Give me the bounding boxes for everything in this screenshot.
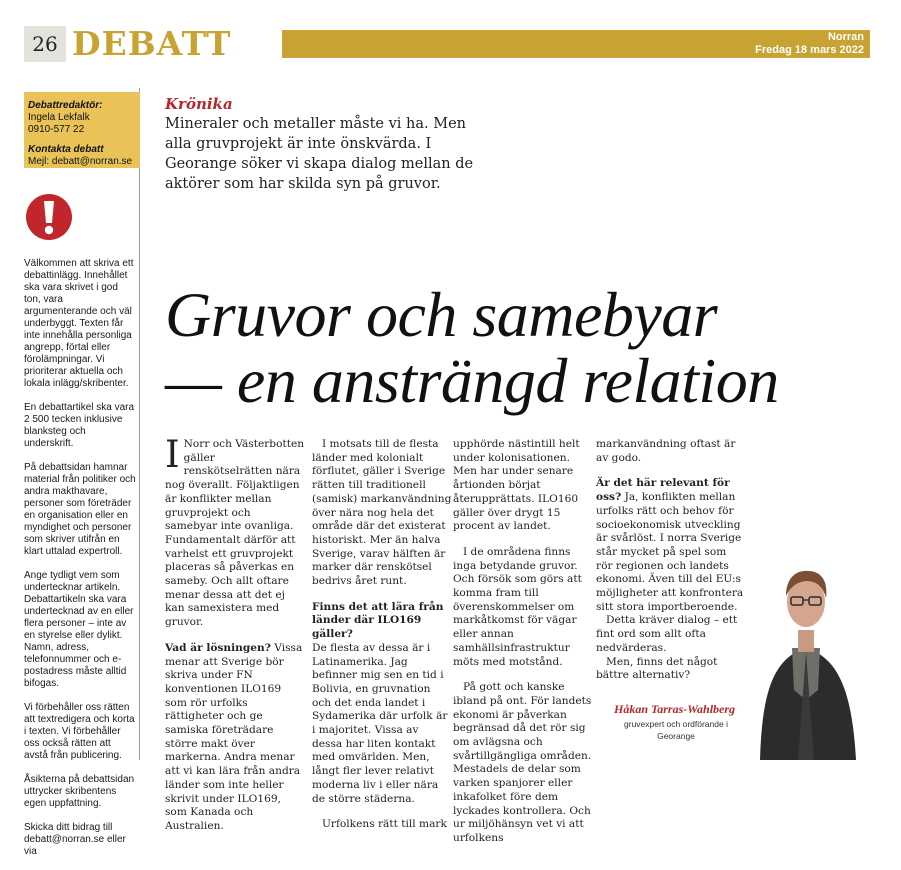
editor-name: Ingela Lekfalk — [28, 112, 90, 123]
header-bar — [282, 30, 870, 58]
drop-cap: I — [165, 433, 180, 476]
body-paragraph: I motsats till de flesta länder med kolonialt förflutet, gäller i Sverige rätten till traditionell (samisk) markanvändning över nära nog hela det område där det existerat historiskt. Mer än halva Sverige, varav hälften är marker där renskötsel bedrivs året runt. — [312, 438, 452, 588]
guideline-paragraph: Skicka ditt bidrag till debatt@norran.se eller via — [24, 822, 126, 857]
body-paragraph: Men, finns det något bättre alternativ? — [596, 655, 718, 682]
contact-label: Kontakta debatt — [28, 144, 104, 155]
submission-guidelines — [24, 258, 136, 870]
page-header — [24, 26, 870, 62]
article-column-3 — [453, 438, 593, 858]
page-number: 26 — [24, 26, 66, 62]
article-column-4 — [596, 438, 744, 695]
body-paragraph: I de områdena finns inga betydande gruvor. Och försök som görs att komma fram till överenskommelser om markåtkomst för vägar eller annan samhällsinfrastruktur möts med motstånd. — [453, 545, 582, 668]
issue-date: Fredag 18 mars 2022 — [755, 44, 864, 56]
question-lead: Är det här relevant för oss? — [596, 477, 730, 504]
guideline-paragraph: Välkommen att skriva ett debattinlägg. Innehållet ska vara skrivet i god ton, vara argumenterande och väl underbyggt. Texten får inte innehålla personliga angrepp, förtal eller förolämpningar. Vi prioriterar aktuella och lokala inlägg/skribenter. — [24, 258, 134, 389]
section-title: DEBATT — [72, 24, 232, 63]
guideline-paragraph: En debattartikel ska vara 2 500 tecken inklusive blanksteg och underskrift. — [24, 402, 135, 449]
editor-label: Debattredaktör: — [28, 100, 103, 111]
author-title: gruvexpert och ordförande i Georange — [624, 719, 728, 741]
editor-phone: 0910-577 22 — [28, 124, 85, 135]
sidebar — [24, 88, 140, 857]
article-ingress: Mineraler och metaller måste vi ha. Men alla gruvprojekt är inte önskvärda. I Georange söker vi skapa dialog mellan de aktörer som har skilda syn på gruvor. — [165, 116, 474, 192]
body-paragraph: Är det här relevant för oss? Ja, konflikten mellan urfolks rätt och behov för socioekonomisk utveckling är svårlöst. I norra Sverige står mycket på spel som rör regionen och landets ekonomi. Även till del EU:s möjligheter att konfrontera sitt stora importberoende. — [596, 477, 744, 613]
author-name: Håkan Tarras-Wahlberg — [614, 702, 736, 716]
body-paragraph: De flesta av dessa är i Latinamerika. Jag befinner mig sen en tid i Bolivia, en gruvnation och det enda landet i Sydamerika där urfolk är i majoritet. Vissa av dessa har liten kontakt med omvärlden. Men, långt fler lever relativt moderna liv i eller nära de större städerna. — [312, 641, 448, 805]
guideline-paragraph: Vi förbehåller oss rätten att textredigera och korta i texten. Vi förbehåller oss också rätten att avstå från publicering. — [24, 702, 135, 761]
article-column-2 — [312, 438, 452, 844]
article-headline — [165, 279, 880, 416]
question-lead: Vad är lösningen? — [165, 641, 271, 654]
body-paragraph: Urfolkens rätt till mark — [322, 818, 447, 831]
exclamation-icon — [26, 194, 72, 240]
body-paragraph: upphörde nästintill helt under kolonisationen. Men har under senare årtionden börjat återupprättats. ILO160 gäller över drygt 15 procent av landet. — [453, 438, 580, 533]
headline-line: — en ansträngd relation — [165, 345, 779, 416]
body-paragraph: Vad är lösningen? Vissa menar att Sverige bör skriva under FN konventionen ILO169 som rör urfolks rättigheter och ge samiska företrädare större makt över markerna. Andra menar att vi kan lära från andra länder som inte heller skrivit under ILO169, som Kanada och Australien. — [165, 641, 303, 832]
article-kicker: Krönika — [165, 95, 233, 113]
author-photo — [752, 540, 862, 760]
guideline-paragraph: På debattsidan hamnar material från politiker och andra makthavare, personer som företräder en organisation eller en myndighet och personer som skriver utifrån en klart uttalad expertroll. — [24, 462, 136, 557]
guideline-paragraph: Åsikterna på debattsidan uttrycker skribentens egen uppfattning. — [24, 774, 135, 809]
subheading: Finns det att lära från länder där ILO169 gäller? — [312, 600, 444, 641]
body-paragraph: markanvändning oftast är av godo. — [596, 438, 736, 464]
body-paragraph: Detta kräver dialog – ett fint ord som allt ofta nedvärderas. — [596, 614, 738, 654]
contact-email: Mejl: debatt@norran.se — [28, 156, 133, 167]
body-paragraph: I Norr och Västerbotten gäller renskötselrätten nära nog överallt. Följaktligen är konflikter mellan gruvprojekt och samebyar inte ovanliga. Fundamentalt därför att varhelst ett gruvprojekt placeras så påverkas en sameby. Och allt oftare menar dessa att det ej kan samexistera med gruvor. — [165, 433, 305, 629]
newspaper-name: Norran — [827, 31, 864, 43]
guideline-paragraph: Ange tydligt vem som undertecknar artikeln. Debattartikeln ska vara undertecknad av en eller flera personer – inte av en styrelse eller dylikt. Namn, adress, telefonnummer och e-postadress måste alltid bifogas. — [24, 570, 134, 689]
article-column-1 — [165, 433, 305, 846]
body-paragraph: På gott och kanske ibland på ont. För landets ekonomi är påverkan begränsad då det rör sig om avlägsna och svårtillgängliga områden. Mestadels de delar som varken spanjorer eller inkafolket före dem lyckades kontrollera. Och ur miljöhänsyn vet vi att urfolkens — [453, 681, 592, 844]
contact-box — [24, 92, 140, 168]
headline-line: Gruvor och samebyar — [165, 279, 718, 350]
